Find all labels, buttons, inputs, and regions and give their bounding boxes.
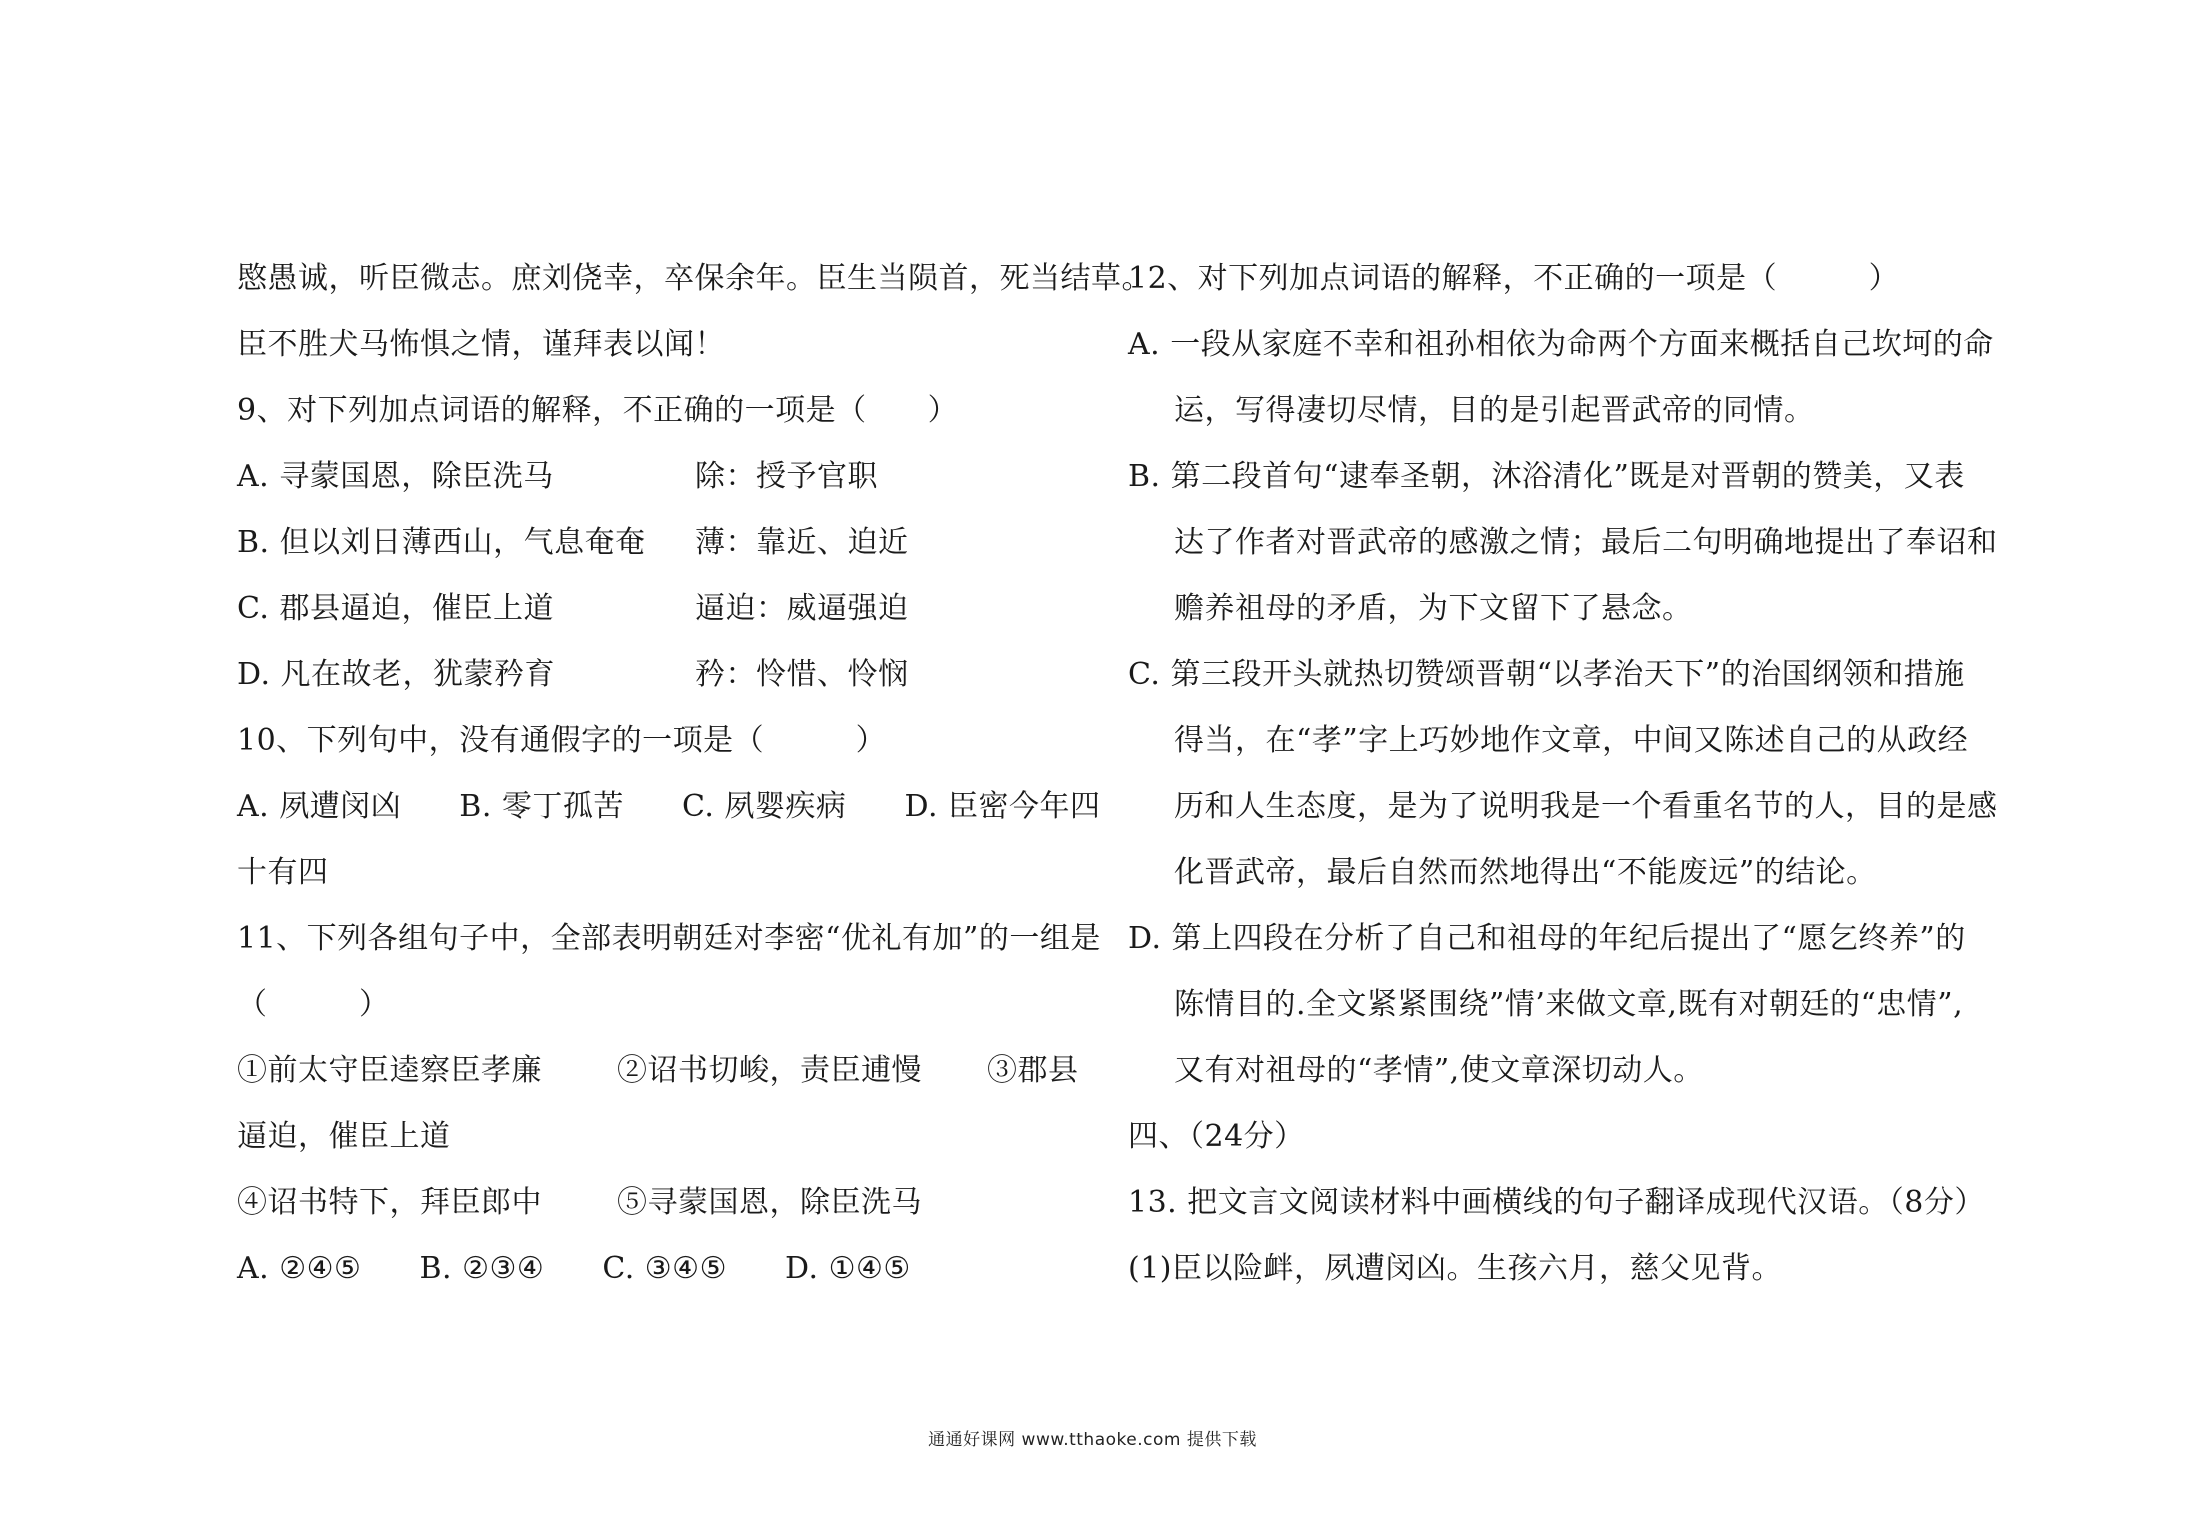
question-12-option-d: D. 第上四段在分析了自己和祖母的年纪后提出了“愿乞终养”的 [1128,921,1966,956]
question-12-option-b-cont: 赡养祖母的矛盾，为下文留下了悬念。 [1174,591,1693,626]
question-12-option-a: A. 一段从家庭不幸和祖孙相依为命两个方面来概括自己坎坷的命 [1128,327,1994,362]
question-9-option-b [237,510,1087,576]
question-11-items-row1 [237,1038,1087,1104]
question-11-answers [237,1236,1087,1302]
option-a: A. 夙遭闵凶 [237,789,402,824]
question-12-option-d-cont: 又有对祖母的“孝情”,使文章深切动人。 [1174,1053,1704,1088]
passage-line: 愍愚诚，听臣微志。庶刘侥幸，卒保余年。臣生当陨首，死当结草。 [237,261,1152,296]
item-1: ①前太守臣逵察臣孝廉 [237,1053,542,1088]
question-12-option-d-cont: 陈情目的.全文紧紧围绕”情’来做文章,既有对朝廷的“忠情”, [1174,987,1964,1022]
item-5: ⑤寻蒙国恩，除臣洗马 [617,1185,922,1220]
answer-b: B. ②③④ [419,1251,545,1286]
question-9-option-d [237,642,1087,708]
question-12-option-c: C. 第三段开头就热切赞颂晋朝“以孝治天下”的治国纲领和措施 [1128,657,1965,692]
option-explanation: 逼迫：威逼强迫 [695,591,909,626]
question-9-option-c [237,576,1087,642]
section-4-heading: 四、（24分） [1128,1119,1305,1154]
passage-line: 臣不胜犬马怖惧之情，谨拜表以闻！ [237,327,725,362]
answer-d: D. ①④⑤ [785,1251,911,1286]
option-sentence: B. 但以刘日薄西山，气息奄奄 [237,525,646,560]
question-12-stem: 12、对下列加点词语的解释，不正确的一项是（ ） [1128,261,1900,296]
question-12-option-b: B. 第二段首句“逮奉圣朝，沐浴清化”既是对晋朝的赞美，又表 [1128,459,1965,494]
option-d: D. 臣密今年四 [904,789,1101,824]
right-column [1128,246,1998,1302]
question-10-stem: 10、下列句中，没有通假字的一项是（ ） [237,723,887,758]
question-11-stem: 11、下列各组句子中，全部表明朝廷对李密“优礼有加”的一组是 [237,921,1101,956]
question-10-options [237,774,1101,840]
question-13-stem: 13. 把文言文阅读材料中画横线的句子翻译成现代汉语。（8分） [1128,1185,1985,1220]
question-13-part-1: (1)臣以险衅，夙遭闵凶。生孩六月，慈父见背。 [1128,1251,1782,1286]
question-11-paren: （ ） [237,987,390,1022]
left-column [237,246,1152,1302]
footer-watermark: 通通好课网 www.tthaoke.com 提供下载 [928,1430,1257,1450]
item-2: ②诏书切峻，责臣逋慢 [617,1053,922,1088]
question-12-option-c-cont: 历和人生态度，是为了说明我是一个看重名节的人，目的是感 [1174,789,1998,824]
question-12-option-b-cont: 达了作者对晋武帝的感激之情；最后二句明确地提出了奉诏和 [1174,525,1998,560]
answer-c: C. ③④⑤ [602,1251,727,1286]
question-12-option-a-cont: 运，写得凄切尽情，目的是引起晋武帝的同情。 [1174,393,1815,428]
item-3: ③郡县 [987,1053,1079,1088]
question-11-items-row2 [237,1170,1087,1236]
question-9-stem: 9、对下列加点词语的解释，不正确的一项是（ ） [237,393,959,428]
option-explanation: 薄：靠近、迫近 [695,525,909,560]
option-sentence: A. 寻蒙国恩，除臣洗马 [237,459,554,494]
option-sentence: C. 郡县逼迫，催臣上道 [237,591,554,626]
option-c: C. 夙婴疾病 [681,789,847,824]
option-explanation: 除：授予官职 [695,459,878,494]
option-explanation: 矜：怜惜、怜悯 [695,657,909,692]
question-10-continuation: 十有四 [237,855,329,890]
item-4: ④诏书特下，拜臣郎中 [237,1185,542,1220]
question-9-option-a [237,444,1087,510]
question-12-option-c-cont: 得当，在“孝”字上巧妙地作文章，中间又陈述自己的从政经 [1174,723,1969,758]
option-sentence: D. 凡在故老，犹蒙矜育 [237,657,556,692]
question-11-items-cont: 逼迫，催臣上道 [237,1119,451,1154]
answer-a: A. ②④⑤ [237,1251,362,1286]
question-12-option-c-cont: 化晋武帝，最后自然而然地得出“不能废远”的结论。 [1174,855,1877,890]
option-b: B. 零丁孤苦 [459,789,624,824]
